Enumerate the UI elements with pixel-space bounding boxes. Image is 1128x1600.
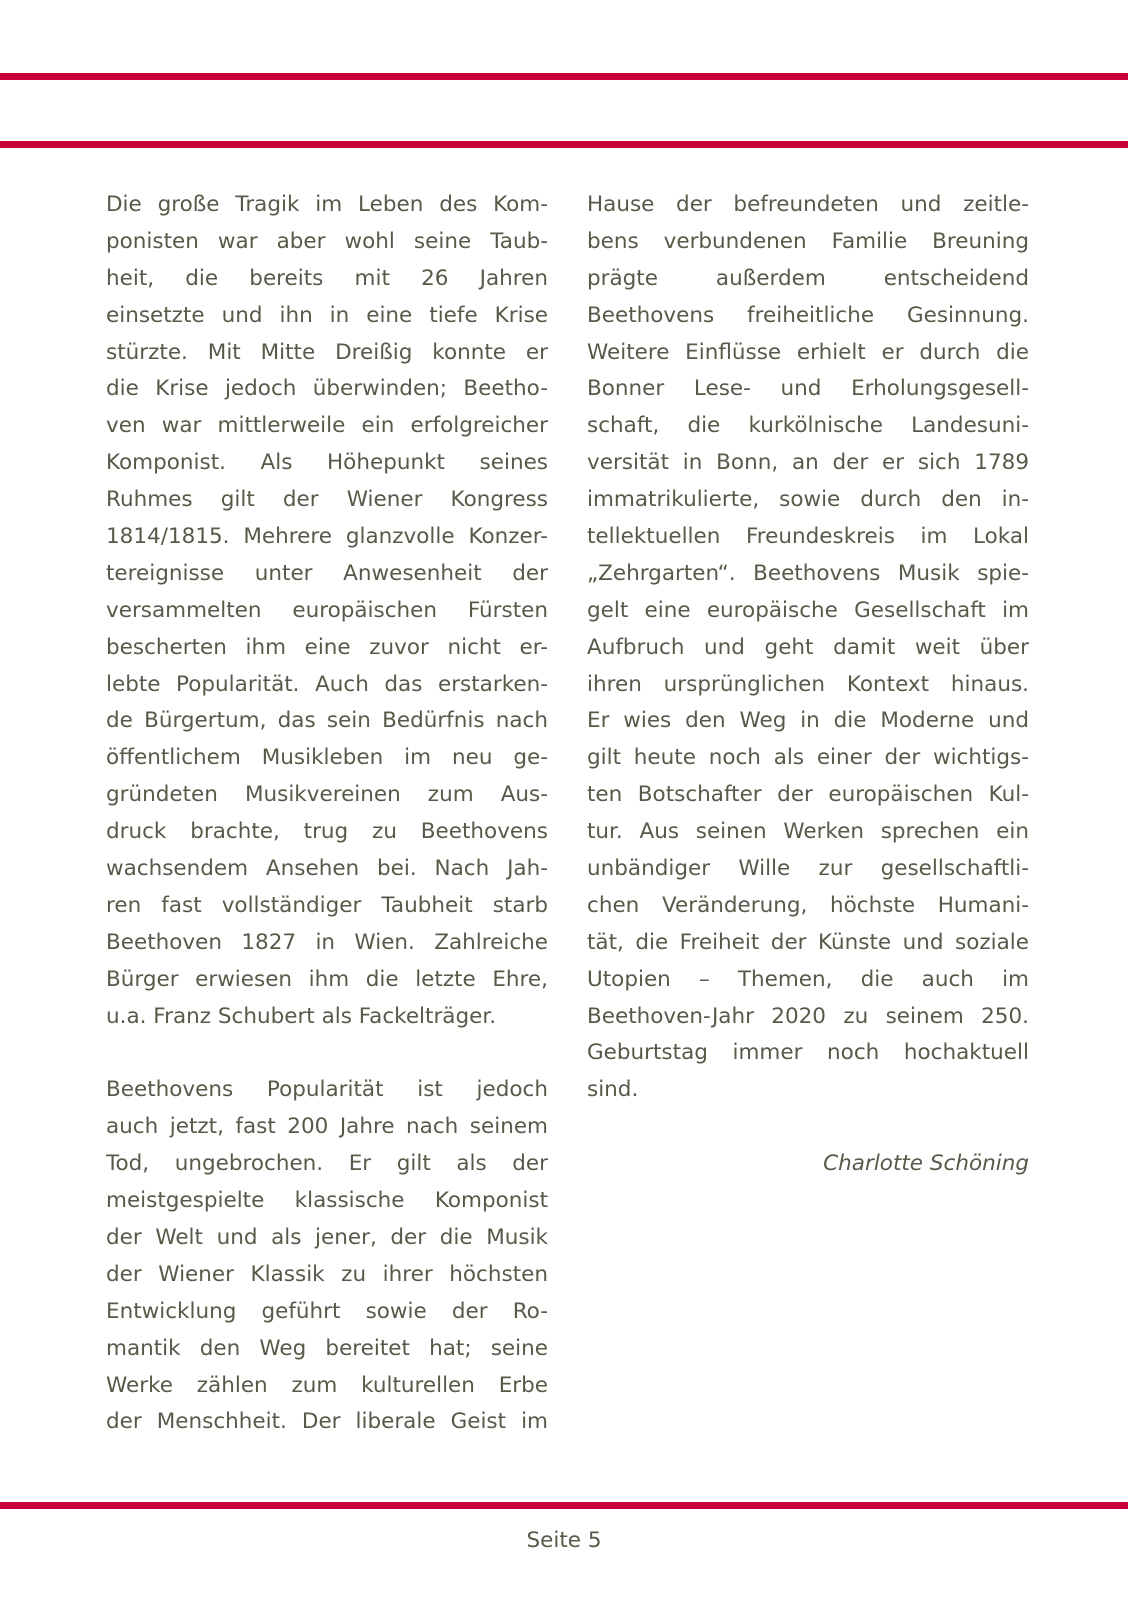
text-line: Beethovens Popularität ist jedoch <box>106 1077 548 1103</box>
text-line: mantik den Weg bereitet hat; seine <box>106 1335 548 1361</box>
text-line: versammelten europäischen Fürsten <box>106 597 548 623</box>
text-line: sind. <box>587 1077 639 1103</box>
text-line: Beethoven-Jahr 2020 zu seinem 250. <box>587 1003 1029 1029</box>
text-line: Hause der befreundeten und zeitle- <box>587 192 1029 217</box>
text-line: ihren ursprünglichen Kontext hinaus. <box>587 671 1029 697</box>
text-line: einsetzte und ihn in eine tiefe Krise <box>106 302 548 328</box>
text-line: Beethovens freiheitliche Gesinnung. <box>587 302 1029 328</box>
footer-rule <box>0 1502 1128 1509</box>
text-line: Komponist. Als Höhepunkt seines <box>106 450 548 476</box>
text-line: wachsendem Ansehen bei. Nach Jah- <box>106 856 548 882</box>
text-line: heit, die bereits mit 26 Jahren <box>106 265 548 291</box>
text-line: Ruhmes gilt der Wiener Kongress <box>106 487 548 513</box>
text-line: ven war mittlerweile ein erfolgreicher <box>106 413 548 439</box>
paragraph-1 <box>106 187 548 1035</box>
paragraph-gap <box>106 1035 548 1072</box>
text-line: Er wies den Weg in die Moderne und <box>587 708 1029 734</box>
text-line: Aufbruch und geht damit weit über <box>587 634 1029 660</box>
text-line: Beethoven 1827 in Wien. Zahlreiche <box>106 929 548 955</box>
text-line: unbändiger Wille zur gesellschaftli- <box>587 856 1029 882</box>
text-line: u.a. Franz Schubert als Fackelträger. <box>106 1003 497 1029</box>
text-line: versität in Bonn, an der er sich 1789 <box>587 450 1029 476</box>
text-line: der Wiener Klassik zu ihrer höchsten <box>106 1261 548 1287</box>
text-line: immatrikulierte, sowie durch den in- <box>587 487 1029 513</box>
text-line: die Krise jedoch überwinden; Beetho- <box>106 376 548 402</box>
text-line: 1814/1815. Mehrere glanzvolle Konzer- <box>106 524 548 550</box>
text-line: Utopien – Themen, die auch im <box>587 966 1029 992</box>
text-line: tät, die Freiheit der Künste und soziale <box>587 929 1029 955</box>
text-line: druck brachte, trug zu Beethovens <box>106 819 548 845</box>
text-line: ren fast vollständiger Taubheit starb <box>106 892 548 918</box>
page-number: Seite 5 <box>526 1528 602 1553</box>
paragraph-3 <box>587 187 1029 1109</box>
text-line: ten Botschafter der europäischen Kul- <box>587 782 1029 808</box>
text-line: „Zehrgarten“. Beethovens Musik spie- <box>587 560 1029 586</box>
top-rule <box>0 73 1128 80</box>
text-line: Weitere Einflüsse erhielt er durch die <box>587 339 1029 365</box>
text-line: gründeten Musikvereinen zum Aus- <box>106 782 548 808</box>
text-line: gilt heute noch als einer der wichtigs- <box>587 745 1029 771</box>
text-line: der Menschheit. Der liberale Geist im <box>106 1409 548 1435</box>
right-column <box>587 187 1029 1183</box>
text-line: Tod, ungebrochen. Er gilt als der <box>106 1151 548 1177</box>
header-rule <box>0 141 1128 148</box>
text-line: ponisten war aber wohl seine Taub- <box>106 228 548 254</box>
text-line: schaft, die kurkölnische Landesuni- <box>587 413 1029 439</box>
text-line: tur. Aus seinen Werken sprechen ein <box>587 819 1029 845</box>
text-line: Werke zählen zum kulturellen Erbe <box>106 1372 548 1398</box>
text-line: bens verbundenen Familie Breuning <box>587 228 1029 254</box>
text-line: gelt eine europäische Gesellschaft im <box>587 597 1029 623</box>
text-line: meistgespielte klassische Komponist <box>106 1188 548 1214</box>
text-line: prägte außerdem entscheidend <box>587 265 1029 291</box>
text-line: Die große Tragik im Leben des Kom- <box>106 192 548 217</box>
text-line: Bürger erwiesen ihm die letzte Ehre, <box>106 966 548 992</box>
text-line: lebte Popularität. Auch das erstarken- <box>106 671 548 697</box>
text-line: Bonner Lese- und Erholungsgesell- <box>587 376 1029 402</box>
text-line: de Bürgertum, das sein Bedürfnis nach <box>106 708 548 734</box>
author-signature: Charlotte Schöning <box>823 1151 1029 1177</box>
text-line: stürzte. Mit Mitte Dreißig konnte er <box>106 339 548 365</box>
text-line: Entwicklung geführt sowie der Ro- <box>106 1298 548 1324</box>
text-line: Geburtstag immer noch hochaktuell <box>587 1040 1029 1066</box>
paragraph-2 <box>106 1072 548 1441</box>
text-line: tereignisse unter Anwesenheit der <box>106 560 548 586</box>
text-line: öffentlichem Musikleben im neu ge- <box>106 745 548 771</box>
text-line: auch jetzt, fast 200 Jahre nach seinem <box>106 1114 548 1140</box>
text-line: chen Veränderung, höchste Humani- <box>587 892 1029 918</box>
text-line: der Welt und als jener, der die Musik <box>106 1224 548 1250</box>
text-line: bescherten ihm eine zuvor nicht er- <box>106 634 548 660</box>
left-column <box>106 187 548 1441</box>
text-line: tellektuellen Freundeskreis im Lokal <box>587 524 1029 550</box>
